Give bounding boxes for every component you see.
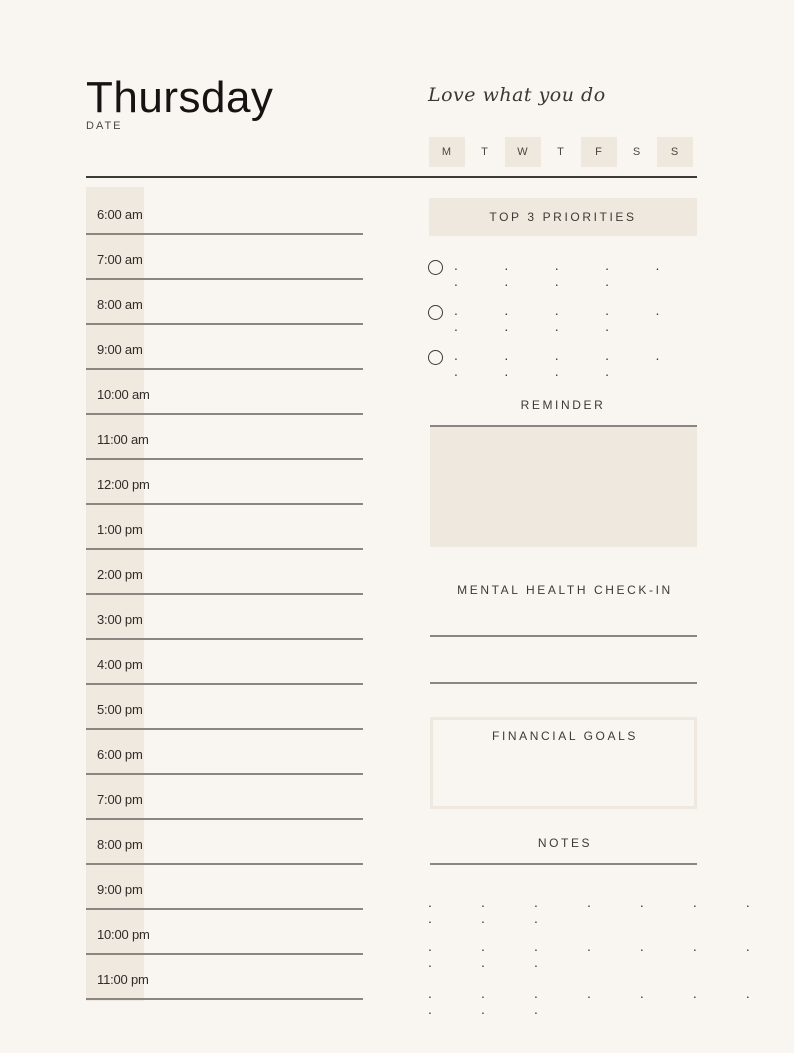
dotted-line: . . . . . . . . . (454, 302, 681, 334)
schedule-row[interactable] (86, 235, 363, 280)
time-label: 3:00 pm (97, 612, 143, 627)
priority-item[interactable] (428, 302, 698, 334)
mental-health-line-2[interactable] (430, 682, 697, 684)
weekday-6[interactable]: S (657, 137, 693, 167)
notes-dot-row[interactable]: . . . . . . . . . . (428, 985, 773, 1017)
weekday-1[interactable]: T (481, 146, 489, 158)
time-label: 12:00 pm (97, 477, 150, 492)
weekday-5[interactable]: S (632, 146, 642, 158)
page-title: Thursday (86, 73, 274, 122)
schedule-row[interactable] (86, 955, 363, 1000)
schedule-row[interactable] (86, 775, 363, 820)
weekday-4[interactable]: F (581, 137, 617, 167)
reminder-header: REMINDER (520, 398, 606, 412)
weekday-2[interactable]: W (505, 137, 541, 167)
time-label: 8:00 am (97, 297, 143, 312)
time-label: 11:00 pm (97, 972, 149, 987)
schedule-row[interactable] (86, 595, 363, 640)
time-label: 10:00 am (97, 387, 150, 402)
schedule-row[interactable] (86, 460, 363, 505)
schedule-row[interactable] (86, 685, 363, 730)
weekday-0[interactable]: M (429, 137, 465, 167)
schedule-row[interactable] (86, 730, 363, 775)
time-label: 9:00 pm (97, 882, 143, 897)
checkbox-circle-icon[interactable] (428, 305, 443, 320)
schedule-row[interactable] (86, 325, 363, 370)
time-label: 2:00 pm (97, 567, 143, 582)
weekday-3[interactable]: T (557, 146, 565, 158)
priorities-header: TOP 3 PRIORITIES (429, 198, 697, 236)
header-divider (86, 176, 697, 178)
checkbox-circle-icon[interactable] (428, 350, 443, 365)
schedule-row[interactable] (86, 415, 363, 460)
checkbox-circle-icon[interactable] (428, 260, 443, 275)
dotted-line: . . . . . . . . . (454, 257, 681, 289)
date-label: DATE (86, 120, 123, 132)
priority-item[interactable] (428, 347, 698, 379)
reminder-box[interactable] (430, 425, 697, 547)
schedule-row[interactable] (86, 910, 363, 955)
schedule-line (86, 998, 363, 1000)
time-label: 7:00 pm (97, 792, 143, 807)
time-label: 6:00 pm (97, 747, 143, 762)
schedule-row[interactable] (86, 865, 363, 910)
dotted-line: . . . . . . . . . (454, 347, 681, 379)
schedule-row[interactable] (86, 640, 363, 685)
financial-goals-header: FINANCIAL GOALS (492, 729, 638, 743)
time-label: 10:00 pm (97, 927, 150, 942)
schedule-row[interactable] (86, 190, 363, 235)
schedule-row[interactable] (86, 370, 363, 415)
priority-item[interactable] (428, 257, 698, 289)
time-label: 6:00 am (97, 207, 143, 222)
weekday-selector (428, 137, 694, 167)
notes-divider (430, 863, 697, 865)
mental-health-header: MENTAL HEALTH CHECK-IN (457, 583, 673, 597)
schedule-row[interactable] (86, 280, 363, 325)
mental-health-line-1[interactable] (430, 635, 697, 637)
time-label: 4:00 pm (97, 657, 143, 672)
time-label: 7:00 am (97, 252, 143, 267)
schedule-row[interactable] (86, 820, 363, 865)
notes-dot-row[interactable]: . . . . . . . . . . (428, 894, 773, 926)
schedule-row[interactable] (86, 550, 363, 595)
time-label: 9:00 am (97, 342, 143, 357)
notes-header: NOTES (537, 836, 593, 850)
time-label: 11:00 am (97, 432, 149, 447)
schedule-row[interactable] (86, 505, 363, 550)
notes-dot-row[interactable]: . . . . . . . . . . (428, 938, 773, 970)
time-label: 5:00 pm (97, 702, 143, 717)
time-label: 8:00 pm (97, 837, 143, 852)
tagline: Love what you do (428, 84, 606, 106)
time-label: 1:00 pm (97, 522, 143, 537)
